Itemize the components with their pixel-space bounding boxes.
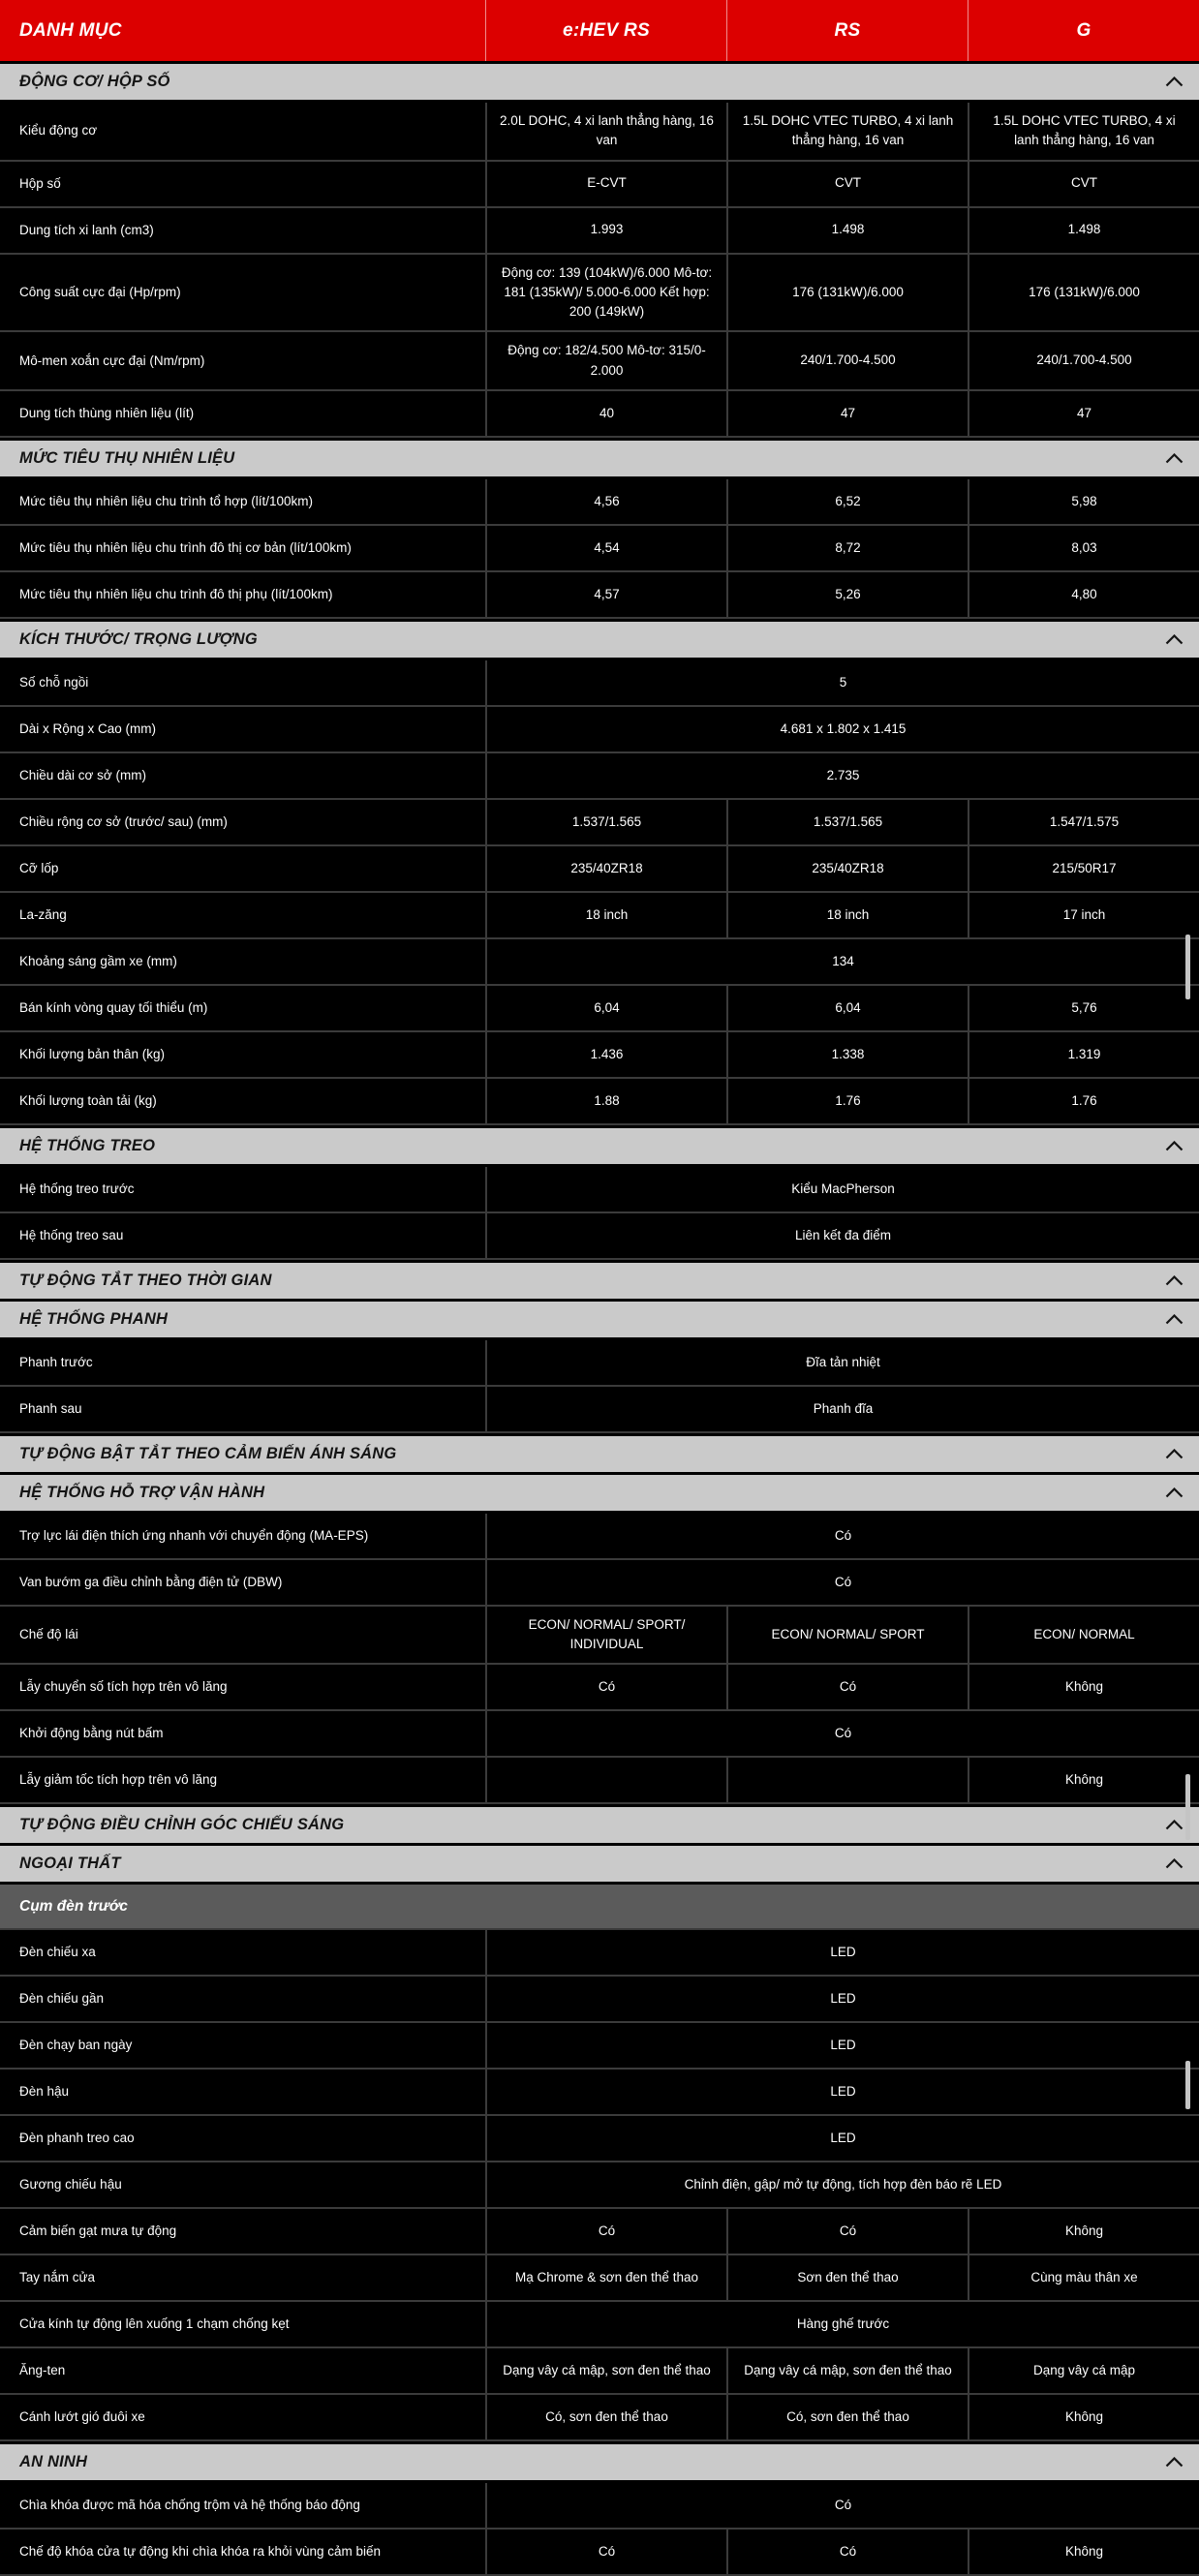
spec-row — [0, 986, 1199, 1032]
value-cell: 17 inch — [968, 893, 1199, 937]
value-cell: Sơn đen thể thao — [726, 2255, 968, 2300]
chevron-up-icon[interactable] — [1165, 1275, 1184, 1286]
value-cell: 5,98 — [968, 479, 1199, 524]
section-title: MỨC TIÊU THỤ NHIÊN LIỆU — [19, 448, 235, 467]
value-cell: 2.0L DOHC, 4 xi lanh thẳng hàng, 16 van — [485, 103, 726, 160]
value-cell: E-CVT — [485, 162, 726, 206]
chevron-up-icon[interactable] — [1165, 453, 1184, 464]
value-cell: 1.993 — [485, 208, 726, 253]
spec-row — [0, 2209, 1199, 2255]
value-cell: Không — [968, 1758, 1199, 1802]
chevron-up-icon[interactable] — [1165, 1141, 1184, 1151]
spec-row — [0, 753, 1199, 800]
row-label: Chìa khóa được mã hóa chống trộm và hệ thống báo động — [19, 2498, 360, 2513]
value-cell: 4,57 — [485, 572, 726, 617]
chevron-up-icon[interactable] — [1165, 634, 1184, 645]
sections-container — [0, 64, 1199, 2576]
value-cell: 235/40ZR18 — [485, 846, 726, 891]
spec-row — [0, 391, 1199, 438]
spec-row — [0, 800, 1199, 846]
section-header[interactable] — [0, 64, 1199, 100]
row-label: Khoảng sáng gầm xe (mm) — [19, 953, 177, 968]
value-cell: 6,04 — [726, 986, 968, 1030]
value-cell: 47 — [968, 391, 1199, 436]
spec-row — [0, 2530, 1199, 2576]
value-cell: 47 — [726, 391, 968, 436]
row-label: Tay nắm cửa — [19, 2270, 96, 2285]
row-label: Cỡ lốp — [19, 860, 59, 875]
header-cell-category: DANH MỤC — [19, 19, 122, 41]
value-cell: Động cơ: 139 (104kW)/6.000 Mô-tơ: 181 (135kW)/ 5.000-6.000 Kết hợp: 200 (149kW) — [485, 255, 726, 331]
value-cell: 4,56 — [485, 479, 726, 524]
spec-row — [0, 707, 1199, 753]
section-title: NGOẠI THẤT — [19, 1855, 121, 1873]
row-label: Van bướm ga điều chỉnh bằng điện tử (DBW) — [19, 1574, 283, 1589]
row-label: Mức tiêu thụ nhiên liệu chu trình đô thị cơ bản (lít/100km) — [19, 539, 352, 555]
spec-row — [0, 526, 1199, 572]
section-title: TỰ ĐỘNG ĐIỀU CHỈNH GÓC CHIẾU SÁNG — [19, 1816, 345, 1834]
row-label: Dung tích xi lanh (cm3) — [19, 222, 154, 237]
value-cell: Không — [968, 2530, 1199, 2574]
header-cell-rs: RS — [726, 0, 968, 61]
spec-row — [0, 1711, 1199, 1758]
row-label: La-zăng — [19, 906, 67, 922]
value-cell: Động cơ: 182/4.500 Mô-tơ: 315/0-2.000 — [485, 332, 726, 389]
value-cell-all-trims: Có — [485, 1560, 1199, 1605]
row-label: Khối lượng toàn tải (kg) — [19, 1092, 157, 1108]
value-cell: 235/40ZR18 — [726, 846, 968, 891]
value-cell-all-trims: Kiểu MacPherson — [485, 1167, 1199, 1211]
value-cell-all-trims: 2.735 — [485, 753, 1199, 798]
row-label: Bán kính vòng quay tối thiểu (m) — [19, 999, 208, 1015]
row-label: Hệ thống treo trước — [19, 1181, 135, 1196]
value-cell: Có — [726, 2209, 968, 2254]
value-cell: ECON/ NORMAL/ SPORT — [726, 1607, 968, 1664]
value-cell-all-trims: LED — [485, 2070, 1199, 2114]
spec-row — [0, 1560, 1199, 1607]
section-header[interactable] — [0, 622, 1199, 658]
spec-row — [0, 2483, 1199, 2530]
value-cell-all-trims: 4.681 x 1.802 x 1.415 — [485, 707, 1199, 751]
value-cell-all-trims: Có — [485, 2483, 1199, 2528]
value-cell: 240/1.700-4.500 — [726, 332, 968, 389]
value-cell: Có, sơn đen thể thao — [726, 2395, 968, 2439]
value-cell: Có — [485, 1665, 726, 1709]
value-cell-all-trims: Có — [485, 1514, 1199, 1558]
row-label: Chiều dài cơ sở (mm) — [19, 767, 146, 782]
value-cell: 1.537/1.565 — [726, 800, 968, 844]
value-cell — [485, 1758, 726, 1802]
value-cell: 18 inch — [726, 893, 968, 937]
spec-row — [0, 939, 1199, 986]
row-label: Khởi động bằng nút bấm — [19, 1726, 164, 1741]
row-label: Kiểu động cơ — [19, 123, 98, 138]
value-cell: 1.76 — [968, 1079, 1199, 1123]
value-cell: 1.5L DOHC VTEC TURBO, 4 xi lanh thẳng hàng, 16 van — [726, 103, 968, 160]
spec-row — [0, 893, 1199, 939]
spec-row — [0, 479, 1199, 526]
value-cell: 1.88 — [485, 1079, 726, 1123]
value-cell-all-trims: LED — [485, 1977, 1199, 2021]
spec-row — [0, 2348, 1199, 2395]
row-label: Mức tiêu thụ nhiên liệu chu trình đô thị phụ (lít/100km) — [19, 586, 333, 601]
value-cell: ECON/ NORMAL/ SPORT/ INDIVIDUAL — [485, 1607, 726, 1664]
section-title: HỆ THỐNG PHANH — [19, 1309, 169, 1328]
chevron-up-icon[interactable] — [1165, 1449, 1184, 1459]
value-cell: 176 (131kW)/6.000 — [968, 255, 1199, 331]
value-cell: Có, sơn đen thể thao — [485, 2395, 726, 2439]
scrollbar-thumb[interactable] — [1185, 2061, 1190, 2109]
spec-row — [0, 1167, 1199, 1213]
value-cell-all-trims: Phanh đĩa — [485, 1387, 1199, 1431]
value-cell: Dạng vây cá mập, sơn đen thể thao — [485, 2348, 726, 2393]
value-cell: Có — [726, 1665, 968, 1709]
row-label: Lẫy giảm tốc tích hợp trên vô lăng — [19, 1772, 217, 1788]
value-cell: Không — [968, 2395, 1199, 2439]
spec-row — [0, 2023, 1199, 2070]
spec-row — [0, 2070, 1199, 2116]
section-header[interactable] — [0, 1302, 1199, 1337]
value-cell-all-trims: Liên kết đa điểm — [485, 1213, 1199, 1258]
section-header[interactable] — [0, 1263, 1199, 1299]
value-cell-all-trims: LED — [485, 1930, 1199, 1975]
value-cell: Không — [968, 2209, 1199, 2254]
chevron-up-icon[interactable] — [1165, 77, 1184, 87]
spec-row — [0, 255, 1199, 333]
section-title: ĐỘNG CƠ/ HỘP SỐ — [19, 73, 170, 90]
value-cell: 1.338 — [726, 1032, 968, 1077]
row-label: Khối lượng bản thân (kg) — [19, 1046, 165, 1061]
value-cell: 1.547/1.575 — [968, 800, 1199, 844]
row-label: Ăng-ten — [19, 2363, 66, 2378]
spec-row — [0, 1514, 1199, 1560]
row-label: Hộp số — [19, 175, 61, 191]
value-cell-all-trims: Đĩa tản nhiệt — [485, 1340, 1199, 1385]
subsection-header: Cụm đèn trước — [0, 1885, 1199, 1930]
chevron-up-icon[interactable] — [1165, 1314, 1184, 1325]
spec-row — [0, 2162, 1199, 2209]
row-label: Mức tiêu thụ nhiên liệu chu trình tổ hợp (lít/100km) — [19, 493, 314, 508]
value-cell: 215/50R17 — [968, 846, 1199, 891]
value-cell-all-trims: 134 — [485, 939, 1199, 984]
value-cell: 8,72 — [726, 526, 968, 570]
spec-row — [0, 1977, 1199, 2023]
value-cell: 6,04 — [485, 986, 726, 1030]
spec-row — [0, 1213, 1199, 1260]
row-label: Gương chiếu hậu — [19, 2177, 122, 2193]
value-cell: ECON/ NORMAL — [968, 1607, 1199, 1664]
value-cell: 40 — [485, 391, 726, 436]
value-cell: Có — [485, 2209, 726, 2254]
value-cell-all-trims: LED — [485, 2023, 1199, 2068]
chevron-up-icon[interactable] — [1165, 1820, 1184, 1830]
row-label: Mô-men xoắn cực đại (Nm/rpm) — [19, 353, 205, 368]
value-cell: CVT — [726, 162, 968, 206]
spec-row — [0, 2255, 1199, 2302]
row-label: Hệ thống treo sau — [19, 1227, 124, 1242]
value-cell: 1.436 — [485, 1032, 726, 1077]
section-header[interactable] — [0, 2444, 1199, 2480]
value-cell-all-trims: Chỉnh điện, gập/ mở tự động, tích hợp đèn báo rẽ LED — [485, 2162, 1199, 2207]
spec-row — [0, 1665, 1199, 1711]
value-cell: Mạ Chrome & sơn đen thể thao — [485, 2255, 726, 2300]
value-cell: 8,03 — [968, 526, 1199, 570]
value-cell: Dạng vây cá mập, sơn đen thể thao — [726, 2348, 968, 2393]
value-cell: 18 inch — [485, 893, 726, 937]
value-cell: 5,76 — [968, 986, 1199, 1030]
row-label: Chế độ lái — [19, 1627, 78, 1642]
row-label: Chế độ khóa cửa tự động khi chìa khóa ra khỏi vùng cảm biến — [19, 2544, 382, 2560]
spec-row — [0, 103, 1199, 162]
value-cell: Có — [726, 2530, 968, 2574]
spec-row — [0, 162, 1199, 208]
value-cell-all-trims: Hàng ghế trước — [485, 2302, 1199, 2346]
spec-row — [0, 1930, 1199, 1977]
scrollbar-thumb[interactable] — [1185, 1774, 1190, 1840]
value-cell: Có — [485, 2530, 726, 2574]
spec-row — [0, 1032, 1199, 1079]
spec-row — [0, 2395, 1199, 2441]
value-cell: 1.537/1.565 — [485, 800, 726, 844]
row-label: Số chỗ ngồi — [19, 674, 89, 690]
value-cell: 1.498 — [726, 208, 968, 253]
chevron-up-icon[interactable] — [1165, 1487, 1184, 1498]
section-title: TỰ ĐỘNG BẬT TẮT THEO CẢM BIẾN ÁNH SÁNG — [19, 1444, 397, 1462]
value-cell — [726, 1758, 968, 1802]
chevron-up-icon[interactable] — [1165, 1858, 1184, 1869]
row-label: Cảm biến gạt mưa tự động — [19, 2223, 177, 2239]
spec-row — [0, 846, 1199, 893]
row-label: Đèn chạy ban ngày — [19, 2038, 133, 2053]
spec-row — [0, 208, 1199, 255]
section-title: HỆ THỐNG TREO — [19, 1136, 156, 1154]
spec-row — [0, 1079, 1199, 1125]
spec-row — [0, 2302, 1199, 2348]
section-header[interactable] — [0, 1475, 1199, 1511]
value-cell: 1.76 — [726, 1079, 968, 1123]
value-cell: 240/1.700-4.500 — [968, 332, 1199, 389]
table-header — [0, 0, 1199, 61]
row-label: Đèn hậu — [19, 2084, 70, 2100]
row-label: Chiều rộng cơ sở (trước/ sau) (mm) — [19, 813, 228, 829]
spec-row — [0, 1758, 1199, 1804]
value-cell: CVT — [968, 162, 1199, 206]
value-cell: 176 (131kW)/6.000 — [726, 255, 968, 331]
spec-row — [0, 660, 1199, 707]
row-label: Trợ lực lái điện thích ứng nhanh với chuyển động (MA-EPS) — [19, 1527, 369, 1543]
row-label: Cánh lướt gió đuôi xe — [19, 2409, 145, 2425]
section-header[interactable] — [0, 441, 1199, 476]
value-cell-all-trims: Có — [485, 1711, 1199, 1756]
value-cell-all-trims: 5 — [485, 660, 1199, 705]
row-label: Dài x Rộng x Cao (mm) — [19, 721, 157, 736]
row-label: Đèn phanh treo cao — [19, 2131, 135, 2146]
spec-row — [0, 2116, 1199, 2162]
value-cell: Cùng màu thân xe — [968, 2255, 1199, 2300]
section-header[interactable] — [0, 1436, 1199, 1472]
row-label: Đèn chiếu xa — [19, 1945, 96, 1960]
value-cell: Không — [968, 1665, 1199, 1709]
scrollbar-thumb[interactable] — [1185, 935, 1190, 999]
row-label: Lẫy chuyển số tích hợp trên vô lăng — [19, 1679, 228, 1695]
row-label: Cửa kính tự động lên xuống 1 chạm chống kẹt — [19, 2316, 290, 2332]
value-cell: 1.319 — [968, 1032, 1199, 1077]
row-label: Phanh sau — [19, 1400, 82, 1416]
section-title: TỰ ĐỘNG TẮT THEO THỜI GIAN — [19, 1271, 272, 1289]
spec-row — [0, 1387, 1199, 1433]
section-header[interactable] — [0, 1128, 1199, 1164]
value-cell: 1.5L DOHC VTEC TURBO, 4 xi lanh thẳng hàng, 16 van — [968, 103, 1199, 160]
row-label: Đèn chiếu gần — [19, 1991, 105, 2007]
value-cell-all-trims: LED — [485, 2116, 1199, 2161]
chevron-up-icon[interactable] — [1165, 2457, 1184, 2468]
spec-row — [0, 572, 1199, 619]
row-label: Phanh trước — [19, 1354, 93, 1369]
value-cell: 4,80 — [968, 572, 1199, 617]
row-label: Dung tích thùng nhiên liệu (lít) — [19, 405, 195, 420]
spec-row — [0, 332, 1199, 391]
value-cell: Dạng vây cá mập — [968, 2348, 1199, 2393]
value-cell: 6,52 — [726, 479, 968, 524]
row-label: Công suất cực đại (Hp/rpm) — [19, 285, 181, 300]
section-title: AN NINH — [19, 2453, 88, 2471]
spec-row — [0, 1340, 1199, 1387]
value-cell: 1.498 — [968, 208, 1199, 253]
header-cell-ehev-rs: e:HEV RS — [485, 0, 726, 61]
section-title: KÍCH THƯỚC/ TRỌNG LƯỢNG — [19, 629, 258, 648]
value-cell: 5,26 — [726, 572, 968, 617]
spec-row — [0, 1607, 1199, 1666]
section-title: HỆ THỐNG HỖ TRỢ VẬN HÀNH — [19, 1483, 265, 1501]
section-header[interactable] — [0, 1846, 1199, 1882]
section-header[interactable] — [0, 1807, 1199, 1843]
header-cell-g: G — [968, 0, 1199, 61]
value-cell: 4,54 — [485, 526, 726, 570]
